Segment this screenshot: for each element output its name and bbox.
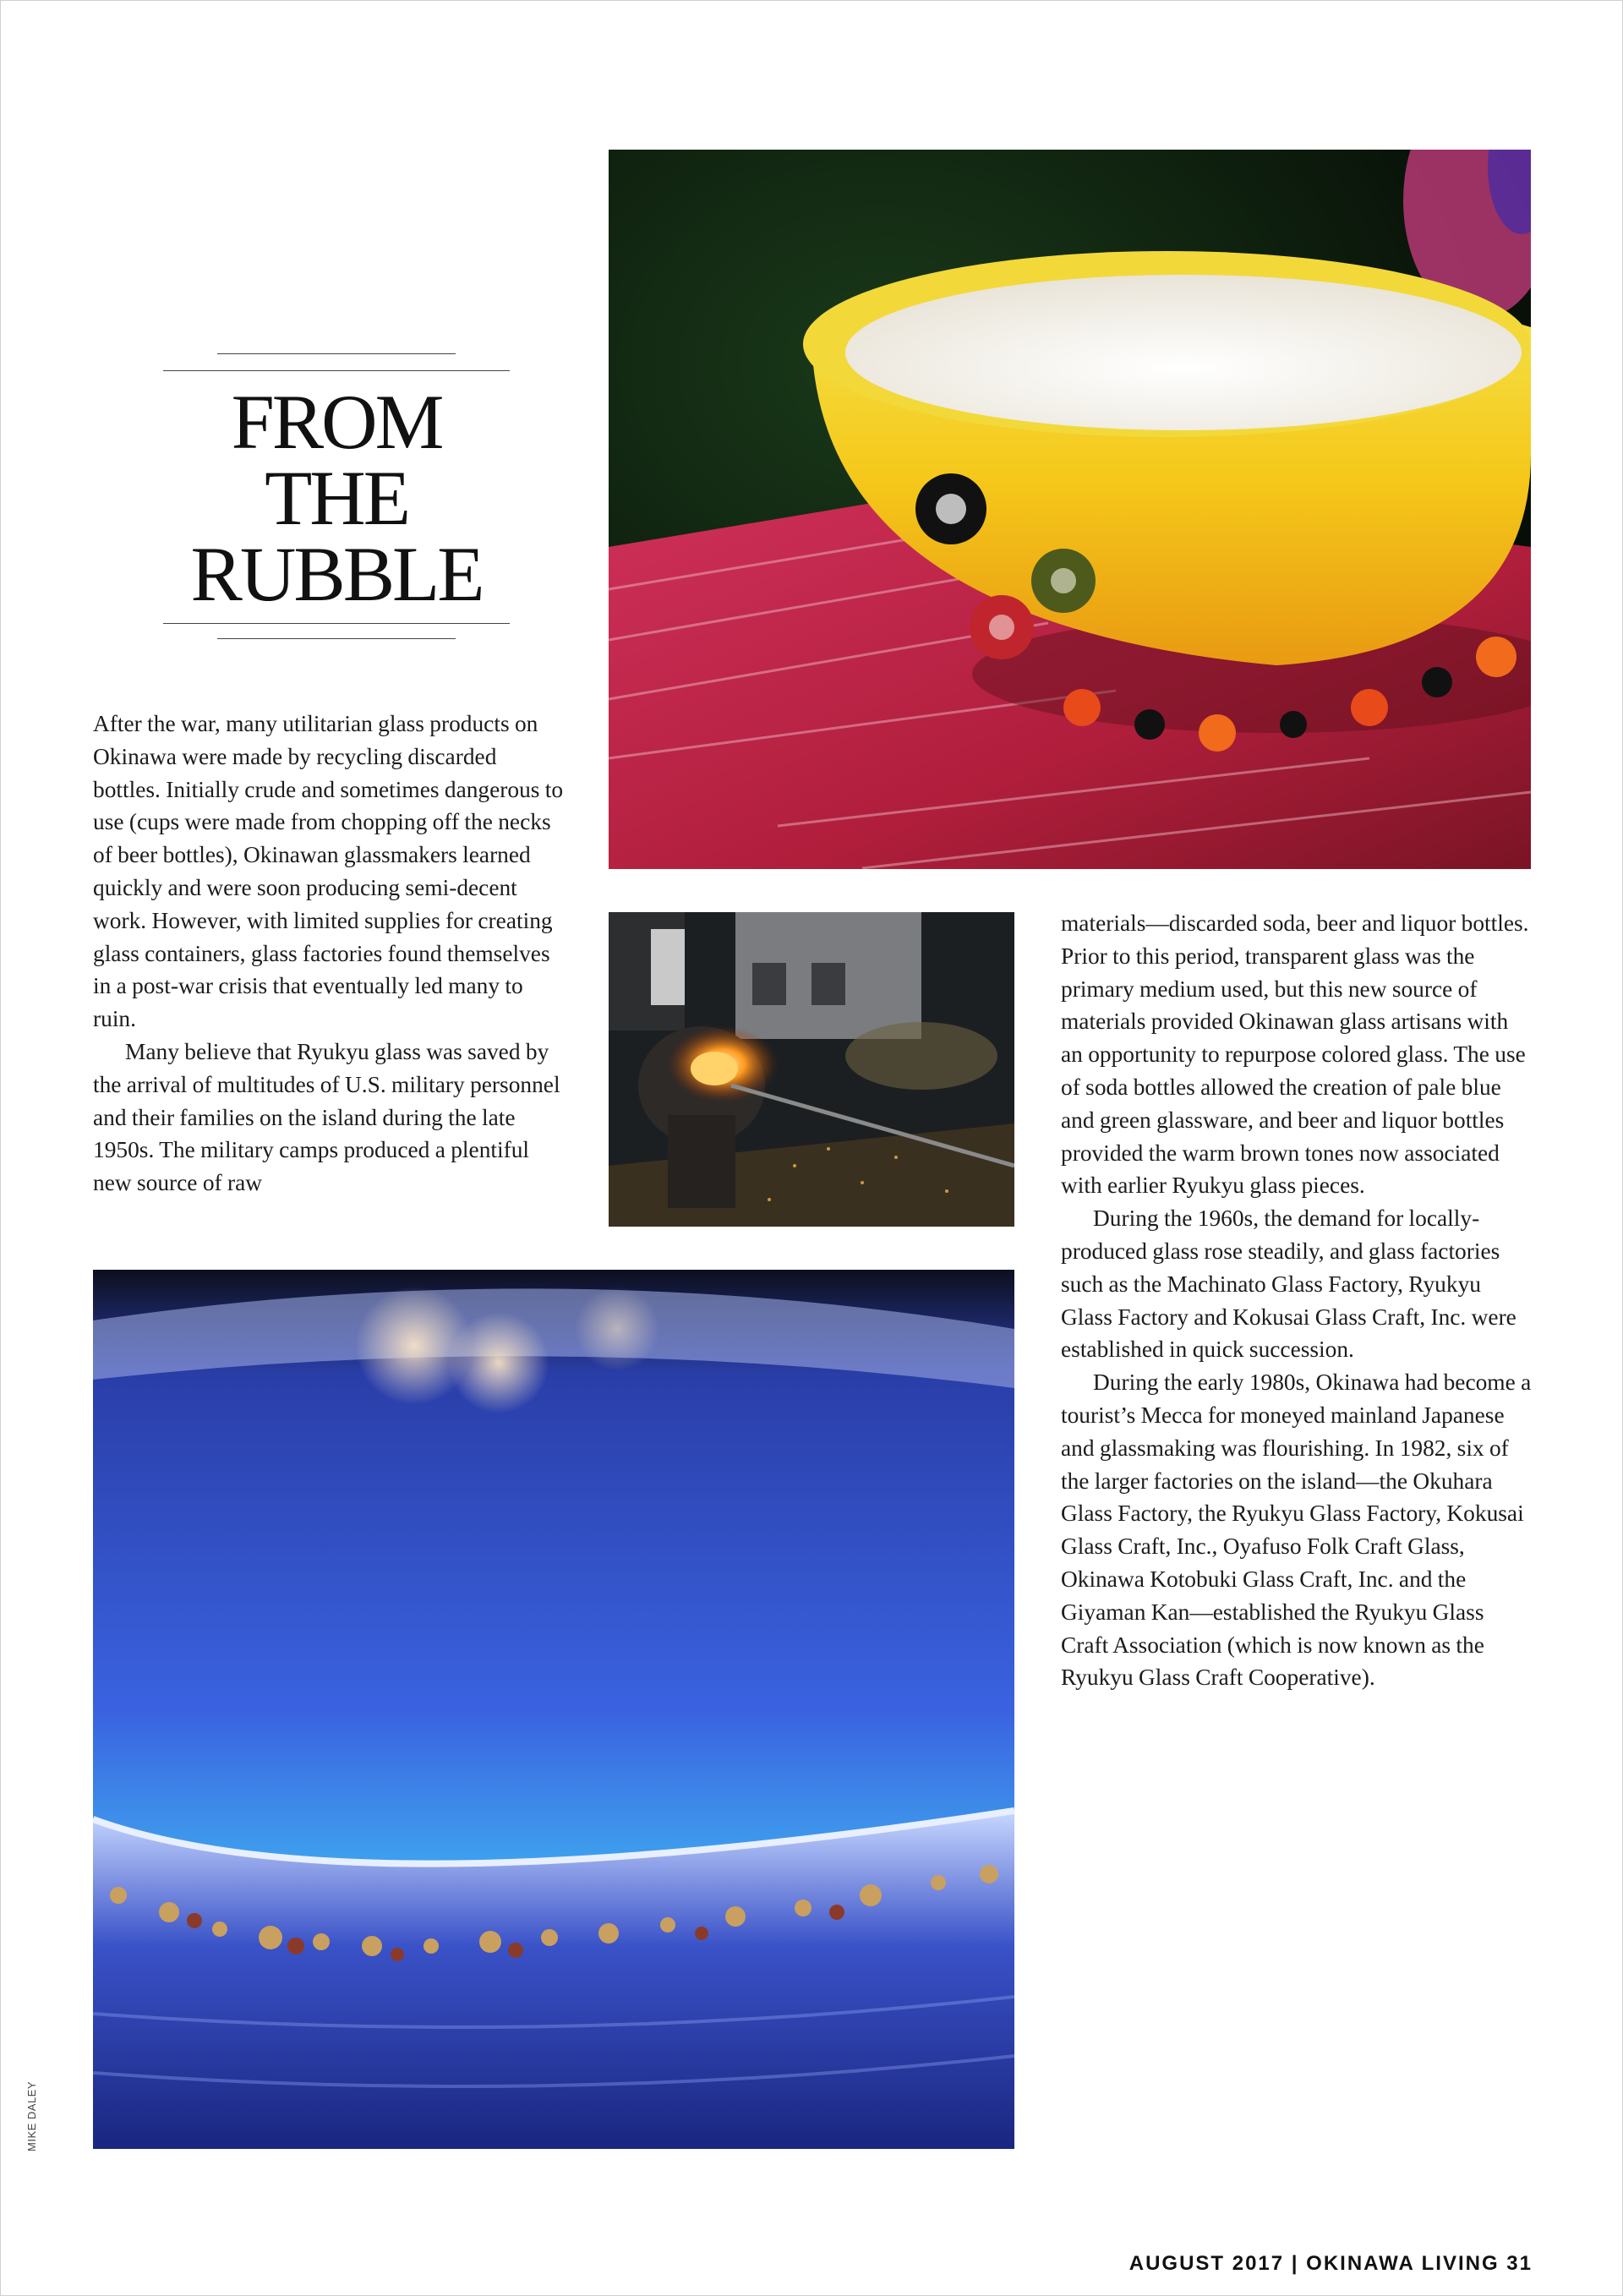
paragraph: Many believe that Ryukyu glass was saved by the arrival of multitudes of U.S. military personnel and their families on the island during the late 1950s. The military camps produced a plentiful new source of raw xyxy=(93,1038,560,1196)
photo-yellow-glass-bowl xyxy=(609,150,1531,869)
photo-blue-glass-closeup xyxy=(93,1270,1014,2149)
body-column-left xyxy=(93,708,566,1200)
article-title xyxy=(163,379,510,617)
title-rule-top-long xyxy=(163,370,510,371)
title-line-3: RUBBLE xyxy=(190,531,483,617)
title-line-1: FROM xyxy=(231,379,442,465)
page-footer: AUGUST 2017 | OKINAWA LIVING 31 xyxy=(1128,2252,1533,2275)
paragraph: After the war, many utilitarian glass products on Okinawa were made by recycling discarded bottles. Initially crude and sometimes dangerous to use (cups were made from chopping off the necks of beer bottles), Okinawan glassmakers learned quickly and were soon producing semi-decent work. However, with limited supplies for creating glass containers, glass factories found themselves in a post-war crisis that eventually led many to ruin. xyxy=(93,711,564,1032)
paragraph: During the 1960s, the demand for locally-produced glass rose steadily, and glass factories such as the Machinato Glass Factory, Ryukyu Glass Factory and Kokusai Glass Craft, Inc. were established in quick succession. xyxy=(1061,1205,1516,1363)
paragraph: materials—discarded soda, beer and liquor bottles. Prior to this period, transparent glass was the primary medium used, but this new source of materials provided Okinawan glass artisans with an opportunity to repurpose colored glass. The use of soda bottles allowed the creation of pale blue and green glassware, and beer and liquor bottles provided the warm brown tones now associated with earlier Ryukyu glass pieces. xyxy=(1061,910,1529,1199)
article-title-block xyxy=(163,348,510,644)
photo-credit: MIKE DALEY xyxy=(25,2080,38,2151)
title-rule-bottom-long xyxy=(163,623,510,624)
title-line-2: THE xyxy=(265,455,408,541)
photo-glassblowing-furnace xyxy=(609,912,1014,1227)
body-column-right xyxy=(1061,907,1534,1694)
paragraph: During the early 1980s, Okinawa had become a tourist’s Mecca for moneyed mainland Japanese and glassmaking was flourishing. In 1982, six of the larger factories on the island—the Okuhara Glass Factory, the Ryukyu Glass Factory, Kokusai Glass Craft, Inc., Oyafuso Folk Craft Glass, Okinawa Kotobuki Glass Craft, Inc. and the Giyaman Kan—established the Ryukyu Glass Craft Association (which is now known as the Ryukyu Glass Craft Cooperative). xyxy=(1061,1369,1532,1691)
title-rule-bottom-short xyxy=(217,638,456,639)
title-rule-top-short xyxy=(217,353,456,354)
